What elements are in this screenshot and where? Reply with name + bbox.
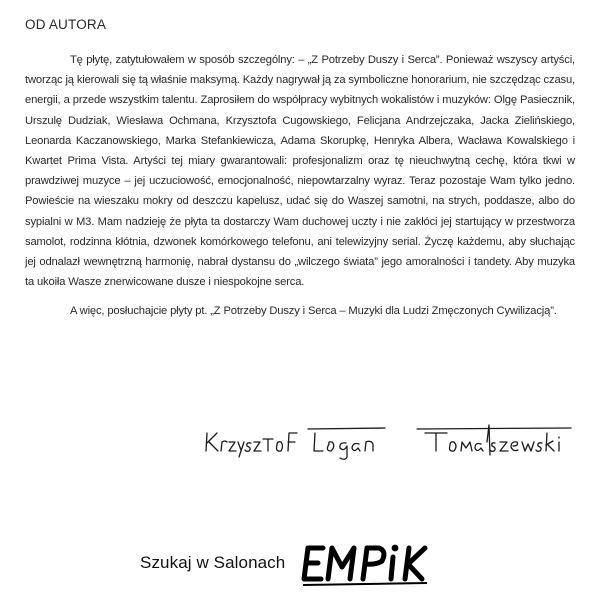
document-body — [25, 50, 575, 322]
paragraph-2: A więc, posłuchajcie płyty pt. „Z Potrzeby Duszy i Serca – Muzyki dla Ludzi Zmęczonych Cywilizacją”. — [70, 305, 557, 318]
author-signature — [195, 415, 580, 465]
footer-text: Szukaj w Salonach — [140, 553, 286, 572]
empik-logo — [301, 539, 436, 587]
footer — [140, 538, 436, 588]
document-heading: OD AUTORA — [25, 17, 107, 32]
paragraph-1: Tę płytę, zatytułowałem w sposób szczególny: – „Z Potrzeby Duszy i Serca”. Ponieważ wszyscy artyści, tworząc ją kierowali się tą właśnie maksymą. Każdy nagrywał ją za symboliczne honorarium, nie szczędząc czasu, energii, a przede wszystkim talentu. Zaprosiłem do współpracy wybitnych wokalistów i muzyków: Olgę Pasiecznik, Urszulę Dudziak, Wiesława Ochmana, Krzysztofa Cugowskiego, Felicjana Andrzejczaka, Jacka Zielińskiego, Leonarda Kaczanowskiego, Marka Stefankiewicza, Adama Skorupkę, Henryka Albera, Wacława Kowalskiego i Kwartet Prima Vista. Artyści tej miary gwarantowali: profesjonalizm oraz tę nieuchwytną cechę, która tkwi w prawdziwej muzyce – jej uczuciowość, emocjonalność, niepowtarzalny wyraz. Teraz pozostaje Wam tylko jedno. Powieście na wieszaku mokry od deszczu kapelusz, udać się do Waszej samotni, na strych, poddasze, albo do sypialni w M3. Mam nadzieję że płyta ta dostarczy Wam duchowej uczty i nie zakłóci jej startujący w przestworza samolot, rodzinna kłótnia, dzwonek komórkowego telefonu, ani telewizyjny serial. Życzę każdemu, aby słuchając jej odnalazł wewnętrzną harmonię, nabrał dystansu do „wilczego świata” jego amoralności i tandety. Aby muzyka ta ukoiła Wasze znerwicowane dusze i niespokojne serca. — [25, 54, 575, 289]
